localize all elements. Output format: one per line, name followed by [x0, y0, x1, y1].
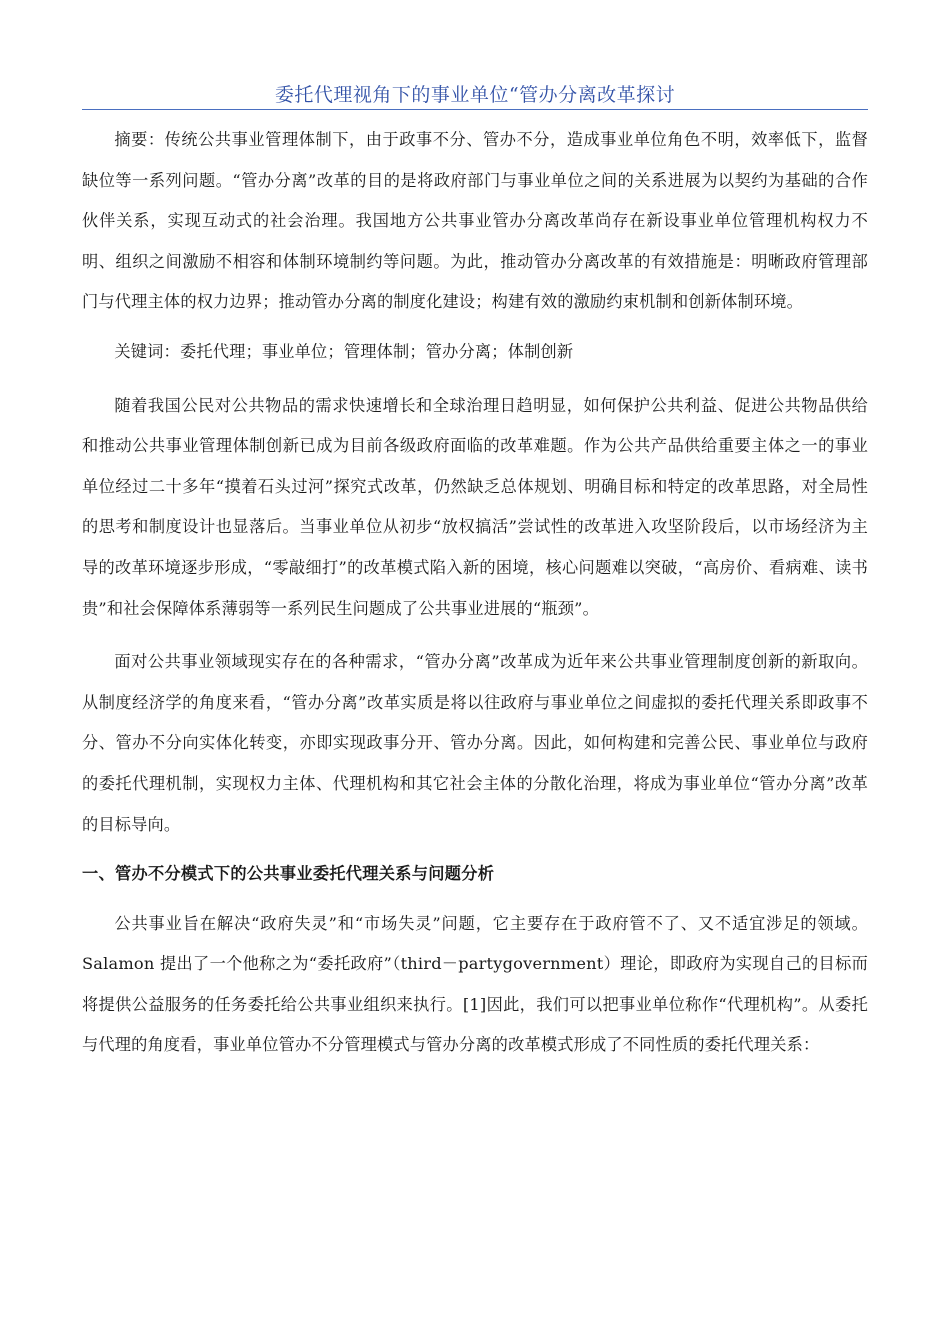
abstract-paragraph: 摘要：传统公共事业管理体制下，由于政事不分、管办不分，造成事业单位角色不明，效率低下，监督缺位等一系列问题。“管办分离”改革的目的是将政府部门与事业单位之间的关系进展为以契约为基础的合作伙伴关系，实现互动式的社会治理。我国地方公共事业管办分离改革尚存在新设事业单位管理机构权力不明、组织之间激励不相容和体制环境制约等问题。为此，推动管办分离改革的有效措施是：明晰政府管理部门与代理主体的权力边界；推动管办分离的制度化建设；构建有效的激励约束机制和创新体制环境。: [82, 130, 868, 312]
title-underline: [82, 109, 868, 110]
body-paragraph-1: 随着我国公民对公共物品的需求快速增长和全球治理日趋明显，如何保护公共利益、促进公共物品供给和推动公共事业管理体制创新已成为目前各级政府面临的改革难题。作为公共产品供给重要主体之一的事业单位经过二十多年“摸着石头过河”探究式改革，仍然缺乏总体规划、明确目标和特定的改革思路，对全局性的思考和制度设计也显落后。当事业单位从初步“放权搞活”尝试性的改革进入攻坚阶段后，以市场经济为主导的改革环境逐步形成，“零敲细打”的改革模式陷入新的困境，核心问题难以突破，“高房价、看病难、读书贵”和社会保障体系薄弱等一系列民生问题成了公共事业进展的“瓶颈”。: [82, 395, 868, 618]
section-heading-1: 一、管办不分模式下的公共事业委托代理关系与问题分析: [82, 864, 495, 884]
document-title: 委托代理视角下的事业单位“管办分离改革探讨: [274, 84, 676, 106]
body-paragraph-3: 公共事业旨在解决“政府失灵”和“市场失灵”问题，它主要存在于政府管不了、又不适宜涉足的领域。Salamon 提出了一个他称之为“委托政府”（third－partygovernment）理论，即政府为实现自己的目标而将提供公益服务的任务委托给公共事业组织来执行。[1]因此，我们可以把事业单位称作“代理机构”。从委托与代理的角度看，事业单位管办不分管理模式与管办分离的改革模式形成了不同性质的委托代理关系：: [82, 913, 868, 1055]
keywords-line: 关键词：委托代理；事业单位；管理体制；管办分离；体制创新: [114, 341, 574, 361]
body-paragraph-2: 面对公共事业领域现实存在的各种需求，“管办分离”改革成为近年来公共事业管理制度创新的新取向。从制度经济学的角度来看，“管办分离”改革实质是将以往政府与事业单位之间虚拟的委托代理关系即政事不分、管办不分向实体化转变，亦即实现政事分开、管办分离。因此，如何构建和完善公民、事业单位与政府的委托代理机制，实现权力主体、代理机构和其它社会主体的分散化治理，将成为事业单位“管办分离”改革的目标导向。: [82, 652, 868, 834]
document-body: [82, 120, 868, 1066]
